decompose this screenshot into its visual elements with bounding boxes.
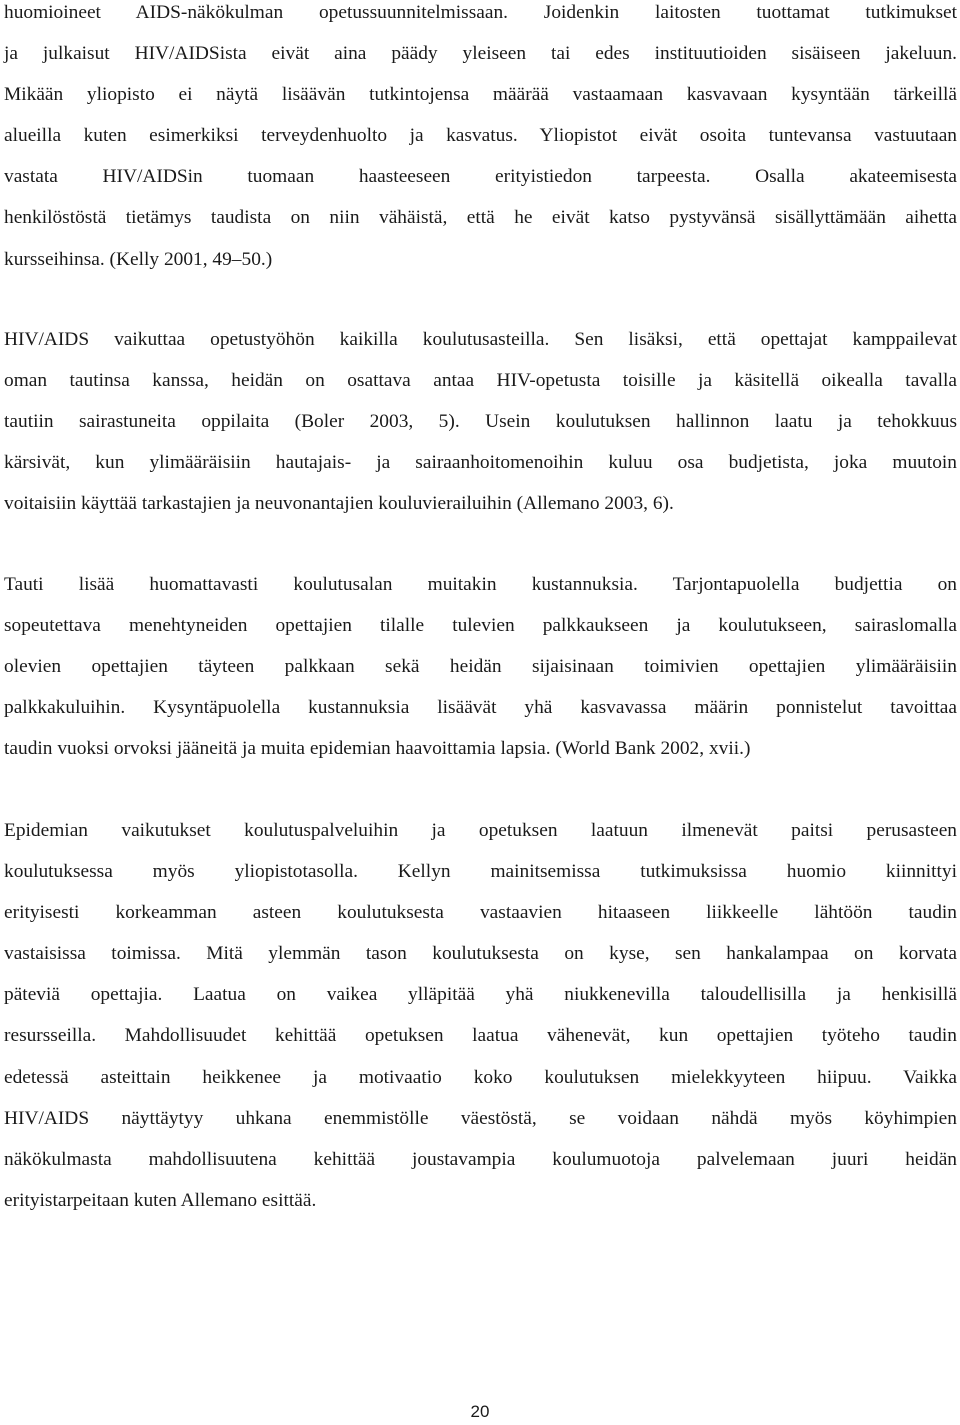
paragraph-line: vastaisissa toimissa. Mitä ylemmän tason koulutuksesta on kyse, sen hankalampaa on korvata [4,943,957,965]
paragraph-2 [4,319,957,524]
paragraph-1 [4,0,957,280]
paragraph-line: näkökulmasta mahdollisuutena kehittää joustavampia koulumuotoja palvelemaan juuri heidän [4,1148,957,1170]
page-number: 20 [470,1402,490,1421]
paragraph-line: huomioineet AIDS-näkökulman opetussuunnitelmissaan. Joidenkin laitosten tuottamat tutkimukset [4,2,957,23]
paragraph-line: palkkakuluihin. Kysyntäpuolella kustannuksia lisäävät yhä kasvavassa määrin ponnistelut tavoittaa [4,697,957,719]
paragraph-4 [4,810,957,1221]
paragraph-line: oman tautinsa kanssa, heidän on osattava antaa HIV-opetusta toisille ja käsitellä oikealla tavalla [4,370,957,392]
paragraph-line: olevien opettajien täyteen palkkaan sekä heidän sijaisinaan toimivien opettajien ylimääräisiin [4,656,957,678]
paragraph-3 [4,564,957,769]
paragraph-line: HIV/AIDS vaikuttaa opetustyöhön kaikilla koulutusasteilla. Sen lisäksi, että opettajat kamppailevat [4,329,957,350]
paragraph-line: erityistarpeitaan kuten Allemano esittää. [4,1189,317,1211]
paragraph-line: alueilla kuten esimerkiksi terveydenhuolto ja kasvatus. Yliopistot eivät osoita tuntevansa vastuutaan [4,125,957,147]
paragraph-line: Tauti lisää huomattavasti koulutusalan muitakin kustannuksia. Tarjontapuolella budjettia on [4,574,957,595]
paragraph-line: henkilöstöstä tietämys taudista on niin vähäistä, että he eivät katso pystyvänsä sisällyttämään aihetta [4,207,957,229]
paragraph-line: vastata HIV/AIDSin tuomaan haasteeseen erityistiedon tarpeesta. Osalla akateemisesta [4,166,957,188]
paragraph-line: koulutuksessa myös yliopistotasolla. Kellyn mainitsemissa tutkimuksissa huomio kiinnittyi [4,861,957,883]
paragraph-line: HIV/AIDS näyttäytyy uhkana enemmistölle väestöstä, se voidaan nähdä myös köyhimpien [4,1107,957,1129]
paragraph-line: sopeutettava menehtyneiden opettajien tilalle tulevien palkkaukseen ja koulutukseen, sairaslomalla [4,615,957,637]
paragraph-line: päteviä opettajia. Laatua on vaikea ylläpitää yhä niukkenevilla taloudellisilla ja henkisillä [4,984,957,1006]
paragraph-line: tautiin sairastuneita oppilaita (Boler 2003, 5). Usein koulutuksen hallinnon laatu ja tehokkuus [4,411,957,433]
paragraph-line: erityisesti korkeamman asteen koulutuksesta vastaavien hitaaseen liikkeelle lähtöön taudin [4,902,957,924]
paragraph-line: resursseilla. Mahdollisuudet kehittää opetuksen laatua vähenevät, kun opettajien työteho taudin [4,1025,957,1047]
paragraph-line: taudin vuoksi orvoksi jääneitä ja muita epidemian haavoittamia lapsia. (World Bank 2002, xvii.) [4,738,751,760]
paragraph-line: kärsivät, kun ylimääräisiin hautajais- ja sairaanhoitomenoihin kuluu osa budjetista, joka muutoin [4,452,957,474]
paragraph-line: Epidemian vaikutukset koulutuspalveluihin ja opetuksen laatuun ilmenevät paitsi perusasteen [4,820,957,841]
paragraph-line: kursseihinsa. (Kelly 2001, 49‒50.) [4,248,273,270]
paragraph-line: edetessä asteittain heikkenee ja motivaatio koko koulutuksen mielekkyyteen hiipuu. Vaikka [4,1066,957,1088]
paragraph-line: ja julkaisut HIV/AIDSista eivät aina päädy yleiseen tai edes instituutioiden sisäiseen jakeluun. [4,43,957,65]
paragraph-line: voitaisiin käyttää tarkastajien ja neuvonantajien kouluvierailuihin (Allemano 2003, 6). [4,493,674,515]
paragraph-line: Mikään yliopisto ei näytä lisäävän tutkintojensa määrää vastaamaan kasvavaan kysyntään tärkeillä [4,84,957,106]
